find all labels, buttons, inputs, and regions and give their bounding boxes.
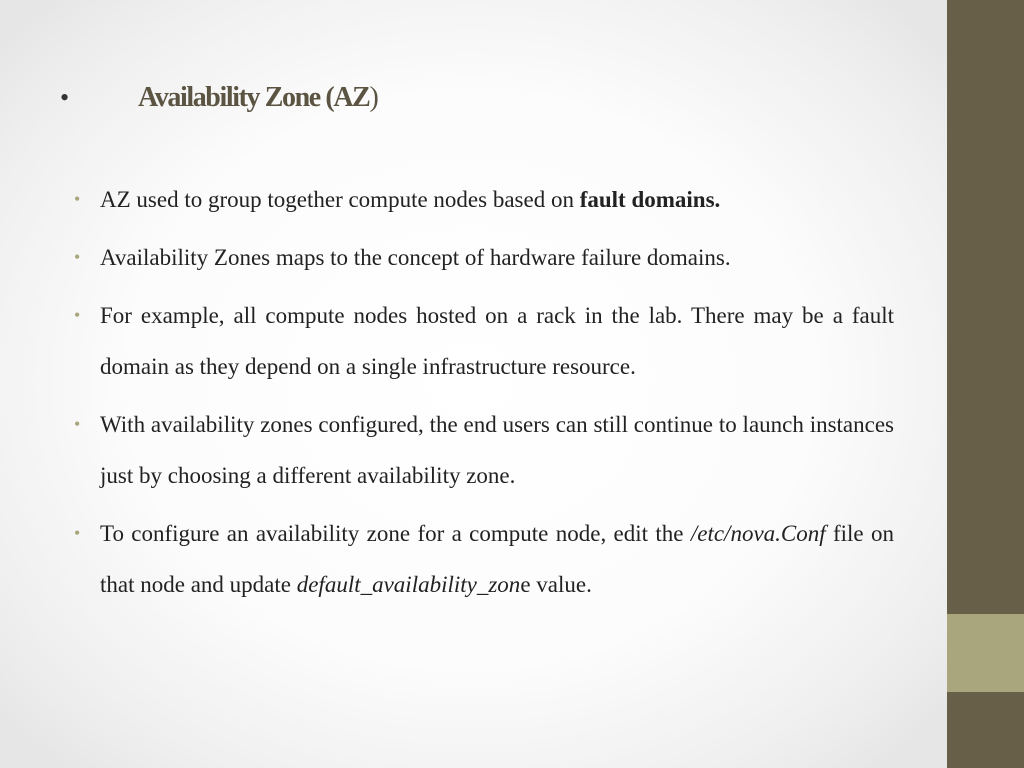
title-text: Availability Zone (AZ xyxy=(138,82,370,113)
list-item xyxy=(74,290,894,392)
bullet-list xyxy=(74,174,894,617)
title-close-paren: ) xyxy=(369,82,378,113)
bullet-icon: • xyxy=(74,414,81,434)
slide-title xyxy=(138,82,377,114)
sidebar-accent-block xyxy=(947,614,1024,692)
bullet-text: With availability zones configured, the end users can still continue to launch instances just by choosing a different availability zone. xyxy=(100,412,894,488)
list-item xyxy=(74,508,894,610)
bullet-text: For example, all compute nodes hosted on a rack in the lab. There may be a fault domain as they depend on a single infrastructure resource. xyxy=(100,303,894,379)
bullet-icon: • xyxy=(74,189,81,209)
bullet-icon: • xyxy=(74,305,81,325)
bullet-bold-text: fault domains. xyxy=(579,187,721,212)
bullet-text: e value. xyxy=(520,572,592,597)
config-file-path: /etc/nova.Conf xyxy=(690,521,826,546)
list-item xyxy=(74,399,894,501)
bullet-text: file on that node and update xyxy=(100,521,895,597)
bullet-text: AZ used to group together compute nodes based on xyxy=(100,187,580,212)
bullet-text: To configure an availability zone for a compute node, edit the xyxy=(100,521,691,546)
bullet-text: Availability Zones maps to the concept of hardware failure domains. xyxy=(100,245,731,270)
title-row xyxy=(60,78,377,118)
config-key-name: default_availability_zon xyxy=(296,572,521,597)
bullet-icon: • xyxy=(74,523,81,543)
list-item xyxy=(74,174,894,225)
list-item xyxy=(74,232,894,283)
title-bullet-icon: • xyxy=(60,83,70,112)
bullet-icon: • xyxy=(74,247,81,267)
